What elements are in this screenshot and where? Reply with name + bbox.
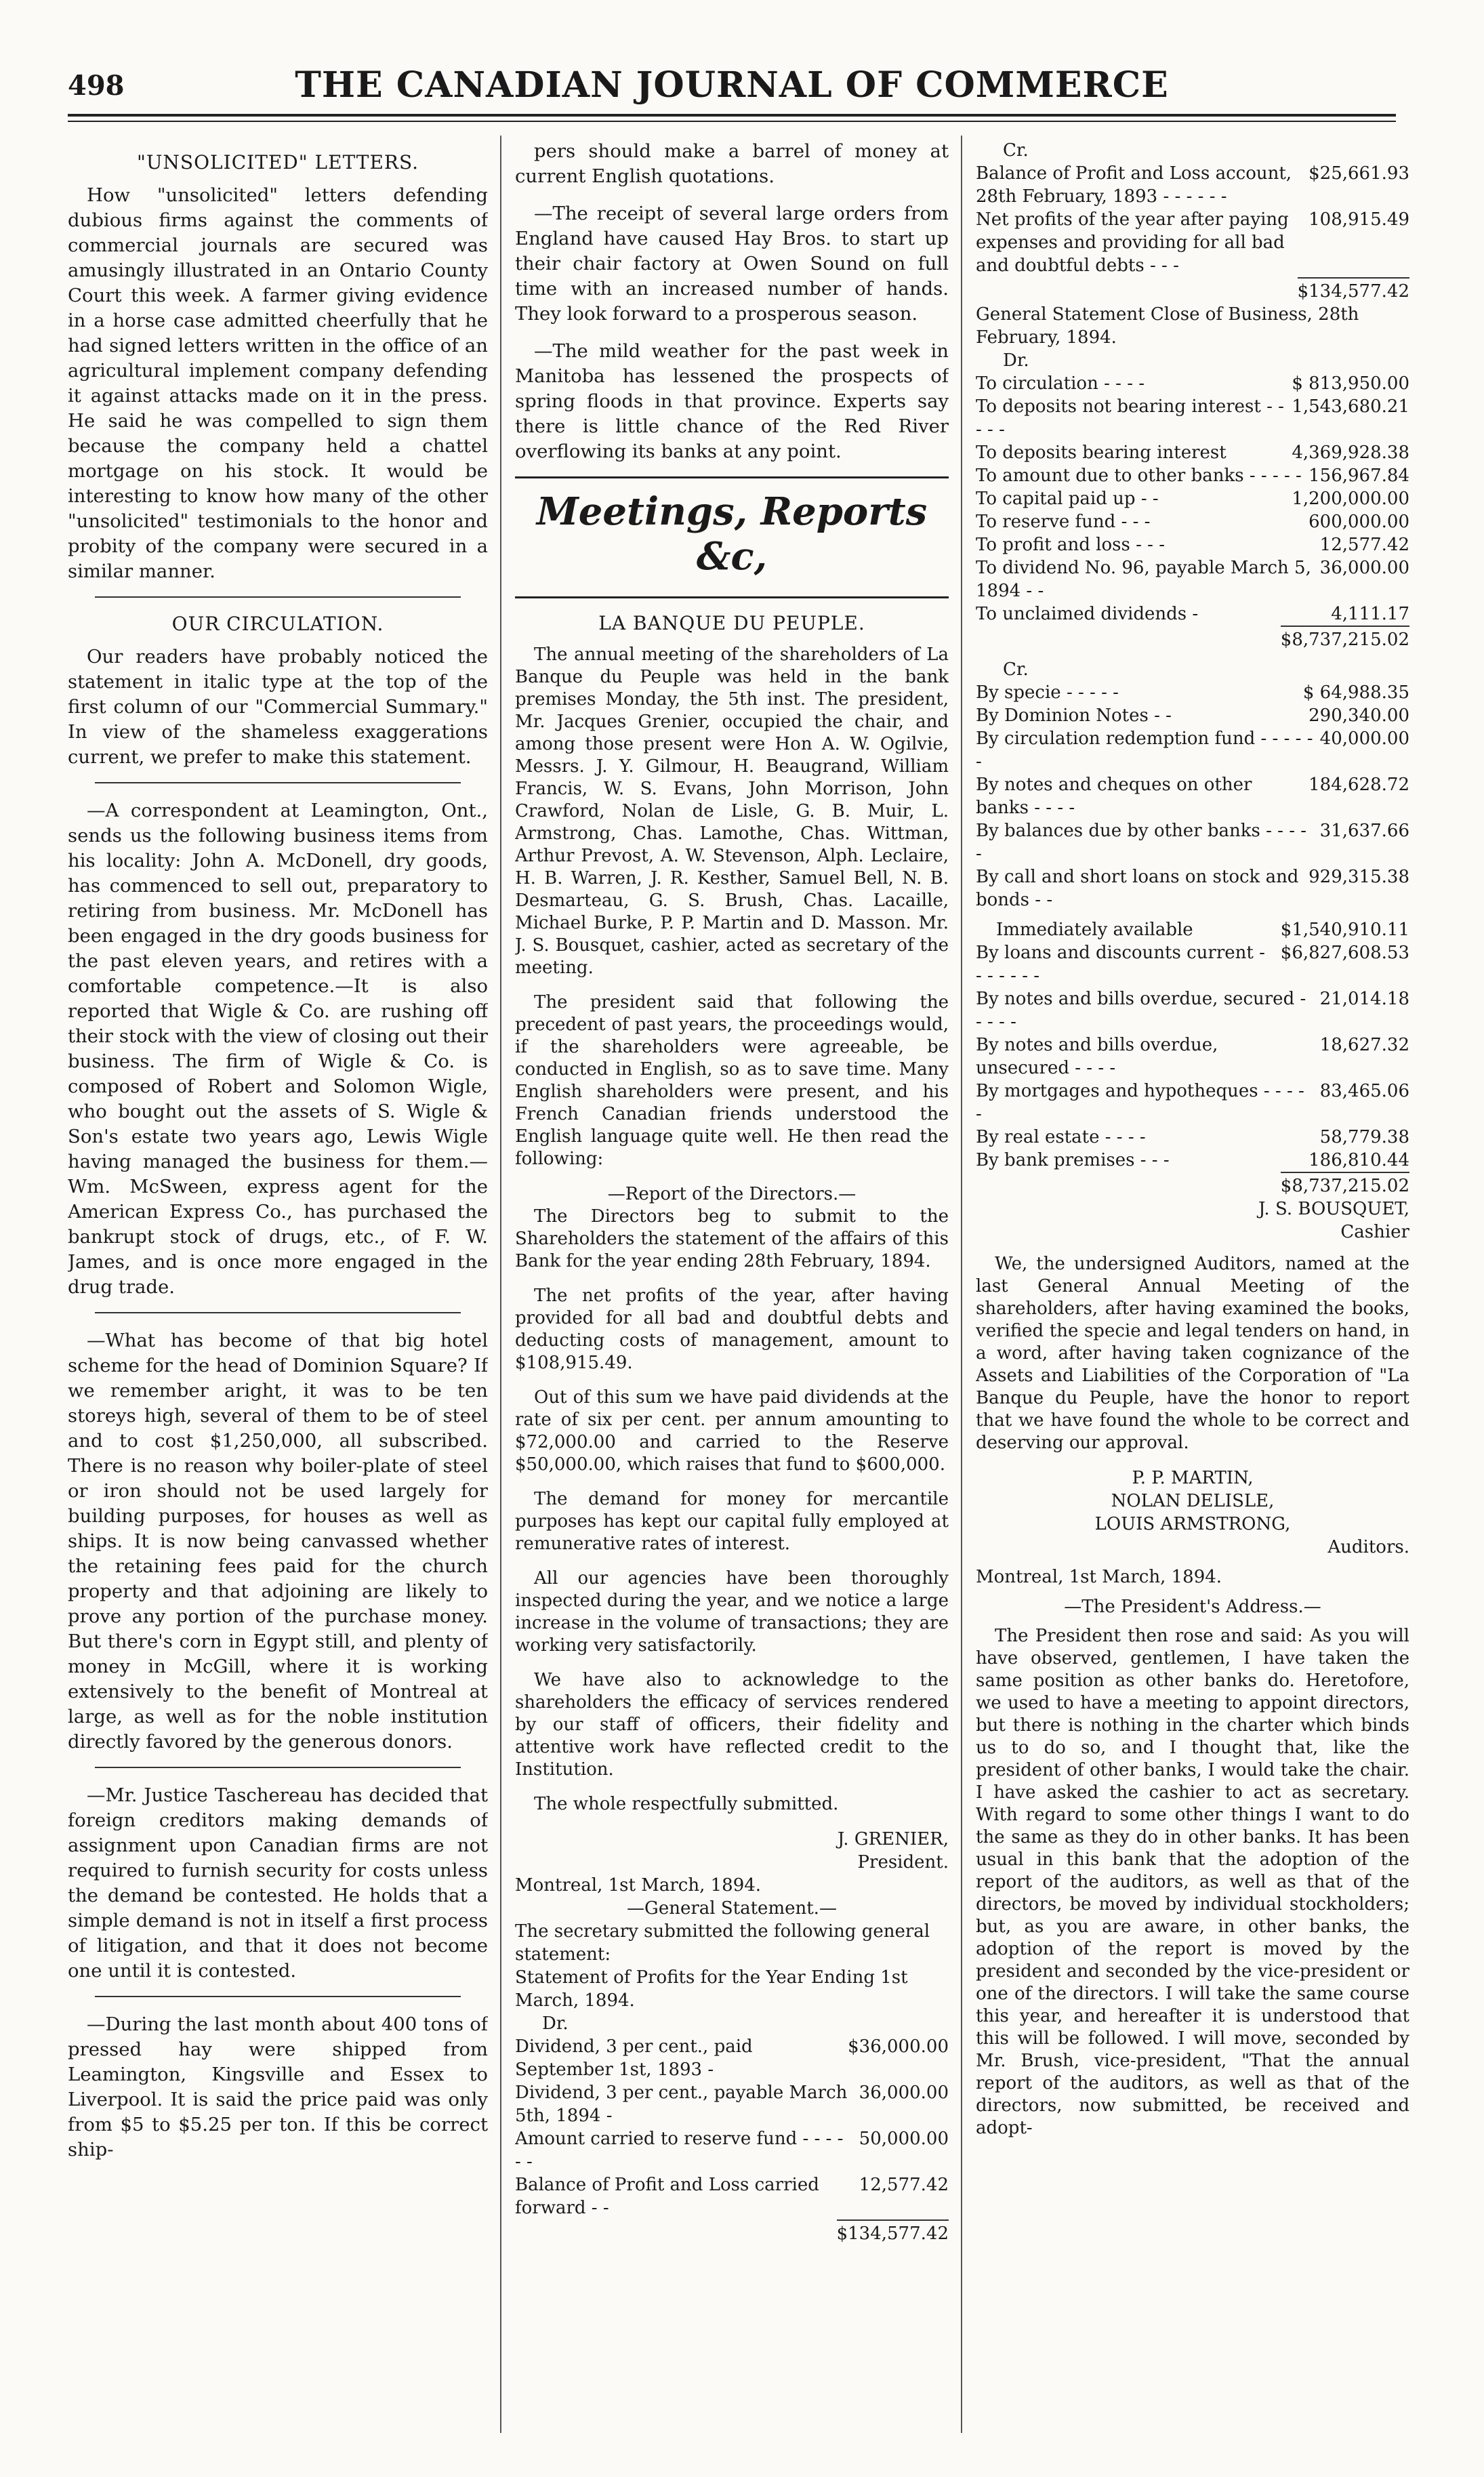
total-amount: $8,737,215.02 bbox=[1281, 1172, 1409, 1197]
section-heading: LA BANQUE DU PEUPLE. bbox=[598, 612, 865, 634]
row-amount: 4,369,928.38 bbox=[1292, 443, 1409, 463]
row-label: Net profits of the year after paying expenses and providing for all bad and doubtful debts - - - bbox=[976, 209, 1289, 276]
table-row bbox=[515, 2081, 949, 2127]
cashier-title: Cashier bbox=[1340, 1222, 1409, 1242]
date-line: Montreal, 1st March, 1894. bbox=[976, 1567, 1222, 1587]
table-total bbox=[976, 626, 1409, 651]
row-amount: $ 813,950.00 bbox=[1292, 373, 1409, 394]
row-label: To profit and loss - - - bbox=[976, 535, 1165, 555]
row-amount: 40,000.00 bbox=[1319, 729, 1409, 749]
table-row bbox=[515, 2127, 949, 2173]
table-row bbox=[976, 681, 1409, 704]
report-paragraph: The whole respectfully submitted. bbox=[534, 1794, 839, 1814]
row-label: By mortgages and hypotheques - - - - - bbox=[976, 1081, 1304, 1124]
row-label: By balances due by other banks - - - - - bbox=[976, 821, 1307, 864]
section-rule bbox=[95, 1767, 461, 1768]
total-amount: $134,577.42 bbox=[1298, 277, 1409, 303]
row-label: By real estate - - - - bbox=[976, 1127, 1146, 1147]
row-amount: 12,577.42 bbox=[1319, 535, 1409, 555]
report-paragraph: We have also to acknowledge to the shareholders the efficacy of services rendered by our staff of officers, their fidelity and attentive work have reflected credit to the Institution. bbox=[515, 1670, 949, 1780]
row-label: By notes and bills overdue, secured - - - - - bbox=[976, 989, 1306, 1032]
cashier-name: J. S. BOUSQUET, bbox=[1258, 1199, 1409, 1219]
row-label: To unclaimed dividends - bbox=[976, 604, 1199, 624]
article-paragraph: Our readers have probably noticed the statement in italic type at the top of the first column of our "Commercial Summary." In view of the shameless exaggerations current, we prefer to make this statement. bbox=[68, 646, 488, 768]
table-row bbox=[976, 941, 1409, 987]
table-row bbox=[976, 441, 1409, 464]
section-heading: OUR CIRCULATION. bbox=[171, 613, 384, 635]
column-left bbox=[68, 139, 488, 2430]
liabilities-table bbox=[976, 372, 1409, 651]
article-paragraph: The president said that following the precedent of past years, the proceedings would, if the shareholders were agreeable, be conducted in English, so as to save time. Many English shareholders were present, and his French Canadian friends understood the English language quite well. He then read the following: bbox=[515, 992, 949, 1169]
row-amount: 156,967.84 bbox=[1308, 466, 1409, 486]
table-row bbox=[976, 162, 1409, 208]
column-divider bbox=[961, 136, 962, 2433]
table-row bbox=[976, 773, 1409, 819]
row-amount: $6,827,608.53 bbox=[1280, 943, 1409, 963]
row-amount: 290,340.00 bbox=[1308, 705, 1409, 726]
journal-title: THE CANADIAN JOURNAL OF COMMERCE bbox=[295, 64, 1169, 106]
row-label: Dividend, 3 per cent., payable March 5th, 1894 - bbox=[515, 2083, 848, 2126]
row-label: By call and short loans on stock and bonds - - bbox=[976, 867, 1299, 910]
row-label: Balance of Profit and Loss account, 28th February, 1893 - - - - - - bbox=[976, 163, 1292, 207]
row-amount: $ 64,988.35 bbox=[1302, 682, 1409, 703]
row-label: To circulation - - - - bbox=[976, 373, 1145, 394]
section-heading: "UNSOLICITED" LETTERS. bbox=[136, 151, 419, 173]
row-label: To deposits not bearing interest - - - - - bbox=[976, 396, 1284, 440]
table-row bbox=[515, 2035, 949, 2081]
table-row bbox=[976, 510, 1409, 533]
article-paragraph: pers should make a barrel of money at current English quotations. bbox=[515, 140, 949, 187]
row-amount: 83,465.06 bbox=[1319, 1081, 1409, 1101]
row-label: By Dominion Notes - - bbox=[976, 705, 1172, 726]
table-row bbox=[976, 602, 1409, 626]
table-row bbox=[976, 819, 1409, 865]
column-middle bbox=[515, 139, 949, 2430]
row-amount: 1,543,680.21 bbox=[1292, 396, 1409, 417]
section-rule bbox=[95, 1996, 461, 1997]
table-row bbox=[976, 372, 1409, 395]
table-row bbox=[976, 918, 1409, 941]
table-row bbox=[976, 487, 1409, 510]
row-amount: 4,111.17 bbox=[1331, 604, 1409, 624]
auditors-title: Auditors. bbox=[1327, 1537, 1409, 1557]
row-amount: 36,000.00 bbox=[1319, 558, 1409, 578]
table-row bbox=[515, 2173, 949, 2219]
row-amount: $36,000.00 bbox=[848, 2036, 949, 2057]
row-label: Amount carried to reserve fund - - - - - - bbox=[515, 2129, 844, 2172]
header-rule-thin bbox=[68, 121, 1396, 122]
table-total bbox=[976, 277, 1409, 303]
report-paragraph: The net profits of the year, after having provided for all bad and doubtful debts and deducting costs of management, amount to $108,915.49. bbox=[515, 1286, 949, 1373]
row-amount: $25,661.93 bbox=[1308, 163, 1409, 184]
report-heading: —Report of the Directors.— bbox=[607, 1184, 857, 1204]
row-amount: 186,810.44 bbox=[1308, 1150, 1409, 1170]
table-row bbox=[976, 556, 1409, 602]
auditor-name: NOLAN DELISLE, bbox=[1111, 1491, 1275, 1511]
row-label: Balance of Profit and Loss carried forward - - bbox=[515, 2175, 819, 2218]
row-amount: 929,315.38 bbox=[1308, 867, 1409, 887]
row-amount: 184,628.72 bbox=[1308, 775, 1409, 795]
row-amount: 108,915.49 bbox=[1308, 209, 1409, 230]
row-label: To reserve fund - - - bbox=[976, 512, 1151, 532]
row-amount: 21,014.18 bbox=[1319, 989, 1409, 1009]
total-amount: $134,577.42 bbox=[837, 2219, 949, 2245]
table-row bbox=[976, 533, 1409, 556]
address-heading: —The President's Address.— bbox=[1064, 1597, 1321, 1617]
article-paragraph: —Mr. Justice Taschereau has decided that foreign creditors making demands of assignment upon Canadian firms are not required to furnish security for costs unless the demand be contested. He holds that a simple demand is not in itself a first process of litigation, and that it does not become one until it is contested. bbox=[68, 1784, 488, 1982]
row-amount: 18,627.32 bbox=[1319, 1035, 1409, 1055]
cr-label: Cr. bbox=[1003, 659, 1029, 680]
page-header bbox=[68, 64, 1396, 112]
assets-table bbox=[976, 681, 1409, 1197]
row-label: By specie - - - - - bbox=[976, 682, 1119, 703]
row-label: Immediately available bbox=[996, 920, 1193, 940]
row-label: To dividend No. 96, payable March 5, 1894 - - bbox=[976, 558, 1311, 601]
table-row bbox=[976, 987, 1409, 1033]
row-amount: 1,200,000.00 bbox=[1292, 489, 1409, 509]
column-divider bbox=[500, 136, 501, 2433]
article-paragraph: The annual meeting of the shareholders of La Banque du Peuple was held in the bank premises Monday, the 5th inst. The president, Mr. Jacques Grenier, occupied the chair, and among those present were Hon A. W. Ogilvie, Messrs. J. Y. Gilmour, H. Beaugrand, William Francis, W. S. Evans, John Morrison, John Crawford, Nolan de Lisle, G. B. Muir, L. Armstrong, Chas. Lamothe, Chas. Wittman, Arthur Prevost, A. W. Stevenson, Alph. Leclaire, H. B. Warren, J. R. Kesther, Samuel Bell, N. B. Desmarteau, G. S. Brush, Chas. Lacaille, Michael Burke, P. P. Martin and D. Masson. Mr. J. S. Bousquet, cashier, acted as secretary of the meeting. bbox=[515, 644, 949, 978]
row-label: By notes and bills overdue, unsecured - - - - bbox=[976, 1035, 1218, 1078]
article-paragraph: How "unsolicited" letters defending dubious firms against the comments of commercial journals are secured was amusingly illustrated in an Ontario County Court this week. A farmer giving evidence in a horse case admitted cheerfully that he had signed letters written in the office of an agricultural implement company defending it against attacks made on it in the press. He said he was compelled to sign them because the company held a chattel mortgage on his stock. It would be interesting to know how many of the other "unsolicited" testimonials to the honor and probity of the company were secured in a similar manner. bbox=[68, 184, 488, 582]
table-row bbox=[976, 1080, 1409, 1126]
report-paragraph: The Directors beg to submit to the Shareholders the statement of the affairs of this Bank for the year ending 28th February, 1894. bbox=[515, 1206, 949, 1271]
auditors-paragraph: We, the undersigned Auditors, named at the last General Annual Meeting of the shareholders, after having examined the books, verified the specie and legal tenders on hand, in a word, after having taken cognizance of the Assets and Liabilities of the Corporation of "La Banque du Peuple, have the honor to report that we have found the whole to be correct and deserving our approval. bbox=[976, 1254, 1409, 1453]
row-amount: 36,000.00 bbox=[859, 2083, 949, 2103]
table-row bbox=[976, 208, 1409, 277]
page-number: 498 bbox=[68, 70, 125, 102]
header-rule bbox=[68, 114, 1396, 117]
row-amount: 31,637.66 bbox=[1319, 821, 1409, 841]
article-paragraph: —The mild weather for the past week in Manitoba has lessened the prospects of spring floods in that province. Experts say there is little chance of the Red River overflowing its banks at any point. bbox=[515, 340, 949, 462]
table-row bbox=[976, 1033, 1409, 1080]
table-total bbox=[976, 1172, 1409, 1197]
profit-table bbox=[515, 2035, 949, 2245]
row-amount: 50,000.00 bbox=[859, 2129, 949, 2149]
dr-label: Dr. bbox=[1003, 350, 1029, 371]
total-amount: $8,737,215.02 bbox=[1281, 626, 1409, 651]
row-amount: $1,540,910.11 bbox=[1280, 920, 1409, 940]
auditor-name: LOUIS ARMSTRONG, bbox=[1094, 1514, 1291, 1534]
cr-label: Cr. bbox=[1003, 140, 1029, 161]
signature-name: J. GRENIER, bbox=[837, 1829, 949, 1849]
article-paragraph: —A correspondent at Leamington, Ont., sends us the following business items from his locality: John A. McDonell, dry goods, has commenced to sell out, preparatory to retiring from business. Mr. McDonell has been engaged in the dry goods business for the past eleven years, and retires with a comfortable competence.—It is also reported that Wigle & Co. are rushing off their stock with the view of closing out their business. The firm of Wigle & Co. is composed of Robert and Solomon Wigle, who bought out the assets of S. Wigle & Son's estate two years ago, Lewis Wigle having managed the business for them.—Wm. McSween, express agent for the American Express Co., has purchased the bankrupt stock of drugs, etc., of F. W. James, and is once more engaged in the drug trade. bbox=[68, 800, 488, 1298]
row-label: To capital paid up - - bbox=[976, 489, 1159, 509]
row-amount: 12,577.42 bbox=[859, 2175, 949, 2195]
table-row bbox=[976, 727, 1409, 773]
meetings-heading: Meetings, Reports &c, bbox=[536, 489, 928, 579]
column-right bbox=[976, 139, 1409, 2430]
row-label: Dividend, 3 per cent., paid September 1st, 1893 - bbox=[515, 2036, 753, 2080]
section-rule bbox=[95, 782, 461, 783]
dr-label: Dr. bbox=[542, 2013, 569, 2034]
row-amount: 600,000.00 bbox=[1308, 512, 1409, 532]
article-paragraph: —What has become of that big hotel scheme for the head of Dominion Square? If we remember aright, it was to be ten storeys high, several of them to be of steel and to cost $1,250,000, all subscribed. There is no reason why boiler-plate of steel or iron should not be used largely for building purposes, for houses as well as ships. It is now being canvassed whether the retaining fees paid for the church property and that adjoining are likely to prove any portion of the purchase money. But there's corn in Egypt still, and plenty of money in McGill, where it is working extensively to the benefit of Montreal at large, as well as for the noble institution directly favored by the generous donors. bbox=[68, 1330, 488, 1753]
row-label: To amount due to other banks - - - - - bbox=[976, 466, 1302, 486]
row-label: By loans and discounts current - - - - - - - bbox=[976, 943, 1265, 986]
table-total bbox=[515, 2219, 949, 2245]
signature-title: President. bbox=[857, 1852, 949, 1872]
row-label: By bank premises - - - bbox=[976, 1150, 1170, 1170]
table-row bbox=[976, 464, 1409, 487]
report-paragraph: All our agencies have been thoroughly inspected during the year, and we notice a large increase in the volume of transactions; they are working very satisfactorily. bbox=[515, 1568, 949, 1656]
address-paragraph: The President then rose and said: As you will have observed, gentlemen, I have taken the same position as other banks do. Heretofore, we used to have a meeting to appoint directors, but there is nothing in the charter which binds us to do so, and I thought that, like the president of other banks, I would take the chair. I have asked the cashier to act as secretary. With regard to some other things I want to do the same as they do in other banks. It has been usual in this bank that the adoption of the report of the auditors, as well as that of the directors, be moved by individual stockholders; but, as you are aware, in other banks, the adoption of the report is moved by the president and seconded by the vice-president or one of the directors. I will take the same course this year, and hereafter it is understood that this will be followed. I will move, seconded by Mr. Brush, vice-president, "That the annual report of the auditors, as well as that of the directors, now submitted, be received and adopt- bbox=[976, 1626, 1409, 2138]
table-row bbox=[976, 1126, 1409, 1149]
table-row bbox=[976, 704, 1409, 727]
table-row bbox=[976, 1149, 1409, 1172]
auditor-name: P. P. MARTIN, bbox=[1132, 1468, 1254, 1488]
row-label: By notes and cheques on other banks - - - - bbox=[976, 775, 1252, 818]
table-row bbox=[976, 865, 1409, 912]
report-paragraph: The demand for money for mercantile purposes has kept our capital fully employed at remunerative rates of interest. bbox=[515, 1489, 949, 1554]
row-label: By circulation redemption fund - - - - - - bbox=[976, 729, 1313, 772]
general-statement-title: General Statement Close of Business, 28th February, 1894. bbox=[976, 304, 1359, 348]
section-rule bbox=[95, 596, 461, 598]
report-paragraph: Out of this sum we have paid dividends at the rate of six per cent. per annum amounting to $72,000.00 and carried to the Reserve $50,000.00, which raises that fund to $600,000. bbox=[515, 1387, 949, 1475]
article-paragraph: —The receipt of several large orders from England have caused Hay Bros. to start up their chair factory at Owen Sound on full time with an increased number of hands. They look forward to a prosperous season. bbox=[515, 203, 949, 325]
statement-intro: The secretary submitted the following general statement: bbox=[515, 1921, 930, 1965]
row-label: To deposits bearing interest bbox=[976, 443, 1227, 463]
section-rule bbox=[95, 1312, 461, 1313]
table-row bbox=[976, 395, 1409, 441]
meetings-banner bbox=[515, 476, 949, 598]
profits-title: Statement of Profits for the Year Ending 1st March, 1894. bbox=[515, 1967, 908, 2011]
row-amount: 58,779.38 bbox=[1319, 1127, 1409, 1147]
date-line: Montreal, 1st March, 1894. bbox=[515, 1875, 762, 1896]
general-statement-heading: —General Statement.— bbox=[627, 1898, 837, 1919]
article-paragraph: —During the last month about 400 tons of pressed hay were shipped from Leamington, Kingsville and Essex to Liverpool. It is said the price paid was only from $5 to $5.25 per ton. If this be correct ship- bbox=[68, 2013, 488, 2161]
